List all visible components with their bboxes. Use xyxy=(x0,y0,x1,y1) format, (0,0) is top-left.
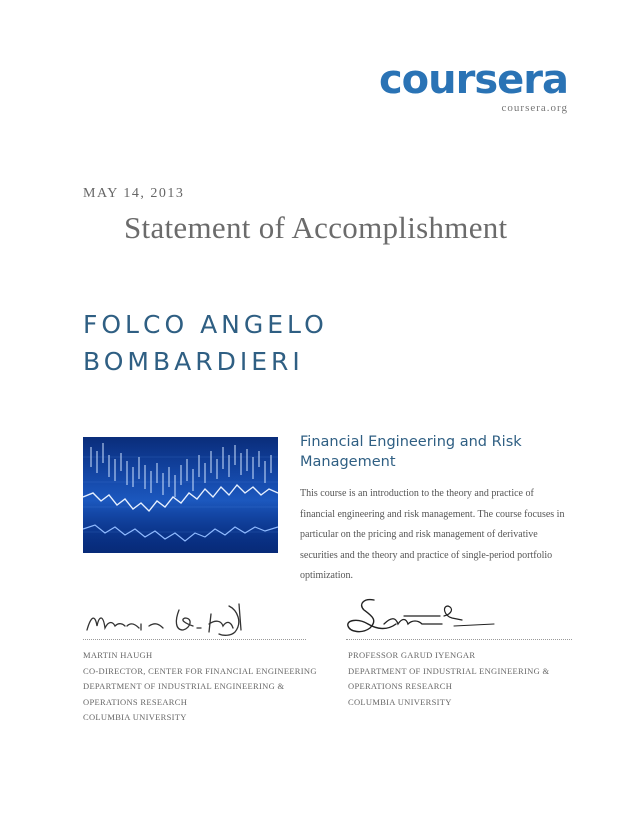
signatory-title-line: DEPARTMENT OF INDUSTRIAL ENGINEERING & xyxy=(83,681,285,691)
signature-line-right xyxy=(346,639,572,640)
signatory-title-line: DEPARTMENT OF INDUSTRIAL ENGINEERING & xyxy=(348,665,550,676)
signatory-title-line: COLUMBIA UNIVERSITY xyxy=(83,712,187,722)
signatory-title-line: CO-DIRECTOR, CENTER FOR FINANCIAL ENGINEERING xyxy=(83,665,317,676)
coursera-logo xyxy=(378,57,568,114)
signatory-title-line: OPERATIONS RESEARCH xyxy=(348,681,453,691)
signatory-title-line: COLUMBIA UNIVERSITY xyxy=(348,696,452,707)
recipient-name-line-1: FOLCO ANGELO xyxy=(83,310,328,339)
coursera-url: coursera.org xyxy=(501,102,568,114)
recipient-name-line-2: BOMBARDIERI xyxy=(83,347,304,376)
certificate-date: MAY 14, 2013 xyxy=(83,186,185,201)
coursera-wordmark: coursera xyxy=(378,57,568,103)
signatory-block-right xyxy=(348,648,549,710)
signature-garud-iyengar xyxy=(344,594,514,644)
signature-line-left xyxy=(83,639,306,640)
signatory-name: MARTIN HAUGH xyxy=(83,650,153,660)
recipient-name xyxy=(83,306,328,380)
course-title: Financial Engineering and Risk Management xyxy=(300,434,522,470)
signatory-name: PROFESSOR GARUD IYENGAR xyxy=(348,650,476,660)
signatory-title-line: OPERATIONS RESEARCH xyxy=(83,696,188,707)
course-description: This course is an introduction to the theory and practice of financial engineering and risk management. The course focuses in particular on the pricing and risk management of derivative securities and the theory and practice of single-period portfolio optimization. xyxy=(300,488,565,581)
signatory-block-left xyxy=(83,648,317,726)
stock-chart-image xyxy=(83,437,278,553)
certificate-title: Statement of Accomplishment xyxy=(124,210,508,245)
signature-martin-haugh xyxy=(83,596,253,644)
